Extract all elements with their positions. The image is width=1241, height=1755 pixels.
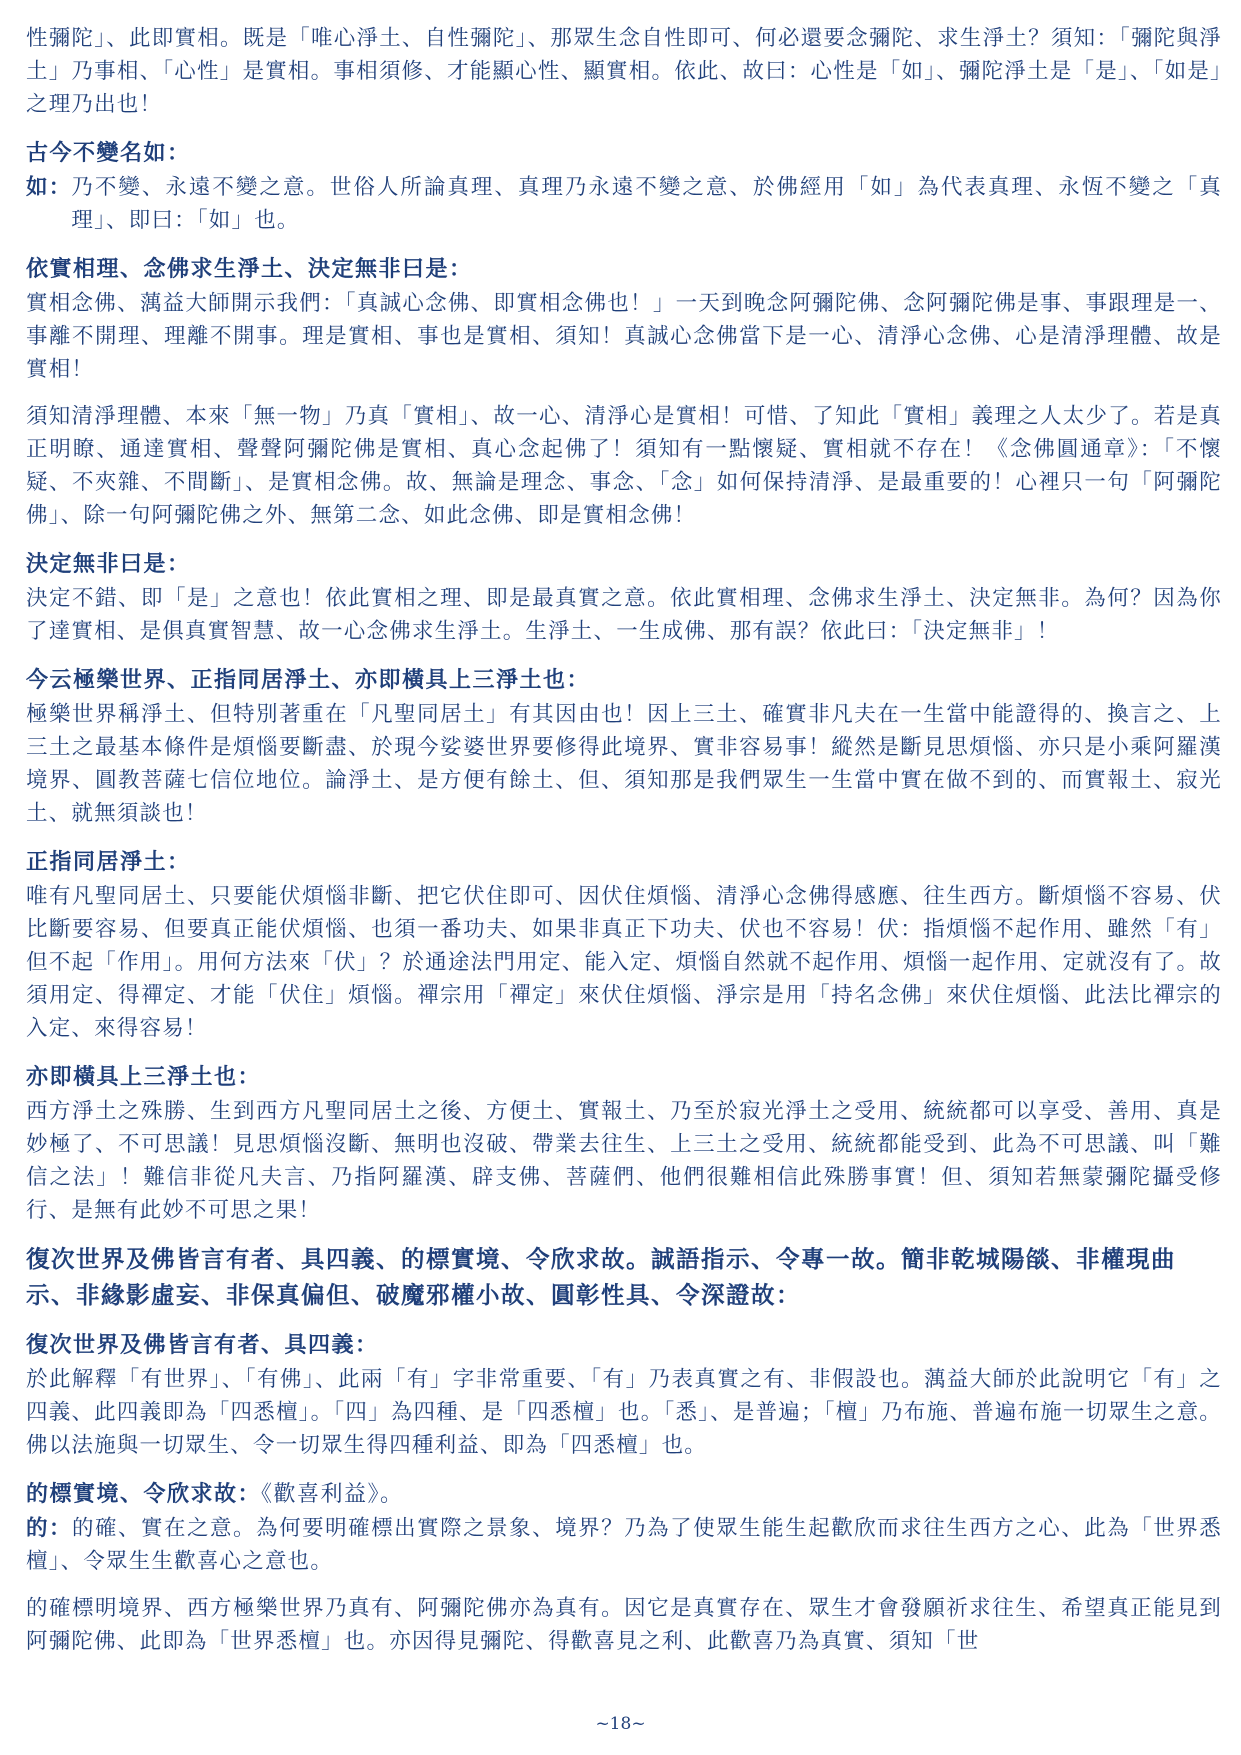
page-number: ~18~ [595, 1714, 646, 1734]
section-heading-tongju: 正指同居淨土： [26, 850, 191, 875]
term-label: 如： [26, 175, 72, 200]
main-heading-four-meanings: 復次世界及佛皆言有者、具四義、的標實境、令欣求故。誠語指示、令專一故。簡非乾城陽燄、非權現曲示、非緣影虛妄、非保真偏但、破魔邪權小故、圓彰性具、令深證故： [26, 1245, 1176, 1309]
section-heading-jueding: 決定無非曰是： [26, 552, 191, 577]
paragraph-jile: 極樂世界稱淨土、但特別著重在「凡聖同居土」有其因由也！因上三土、確實非凡夫在一生當中能證得的、換言之、上三土之最基本條件是煩惱要斷盡、於現今娑婆世界要修得此境界、實非容易事！縱然是斷見思煩惱、亦只是小乘阿羅漢境界、圓教菩薩七信位地位。論淨土、是方便有餘土、但、須知那是我們眾生一生當中實在做不到的、而實報土、寂光土、就無須談也！ [26, 702, 1222, 826]
term-definition-di [26, 1512, 1222, 1578]
section-heading-dibiao [26, 1478, 1222, 1512]
paragraph-shixiang-2: 須知清淨理體、本來「無一物」乃真「實相」、故一心、清淨心是實相！可惜、了知此「實相」義理之人太少了。若是真正明瞭、通達實相、聲聲阿彌陀佛是實相、真心念起佛了！須知有一點懷疑、實相就不存在！《念佛圓通章》：「不懷疑、不夾雜、不間斷」、是實相念佛。故、無論是理念、事念、「念」如何保持清淨、是最重要的！心裡只一句「阿彌陀佛」、除一句阿彌陀佛之外、無第二念、如此念佛、即是實相念佛！ [26, 404, 1222, 528]
paragraph-shixiang-1: 實相念佛、蕅益大師開示我們：「真誠心念佛、即實相念佛也！」一天到晚念阿彌陀佛、念阿彌陀佛是事、事跟理是一、事離不開理、理離不開事。理是實相、事也是實相、須知！真誠心念佛當下是一心、清淨心念佛、心是清淨理體、故是實相！ [26, 291, 1222, 382]
paragraph-tongju: 唯有凡聖同居土、只要能伏煩惱非斷、把它伏住即可、因伏住煩惱、清淨心念佛得感應、往生西方。斷煩惱不容易、伏比斷要容易、但要真正能伏煩惱、也須一番功夫、如果非真正下功夫、伏也不容易！伏：指煩惱不起作用、雖然「有」但不起「作用」。用何方法來「伏」？於通途法門用定、能入定、煩惱自然就不起作用、煩惱一起作用、定就沒有了。故須用定、得禪定、才能「伏住」煩惱。禪宗用「禪定」來伏住煩惱、淨宗是用「持名念佛」來伏住煩惱、此法比禪宗的入定、來得容易！ [26, 884, 1222, 1041]
term-body: 的確、實在之意。為何要明確標出實際之景象、境界？乃為了使眾生能生起歡欣而求往生西方之心、此為「世界悉檀」、令眾生生歡喜心之意也。 [26, 1516, 1222, 1574]
heading-bold-part: 的標實境、令欣求故： [26, 1482, 262, 1507]
document-page [26, 22, 1222, 1722]
paragraph-intro: 性彌陀」、此即實相。既是「唯心淨土、自性彌陀」、那眾生念自性即可、何必還要念彌陀、求生淨土？須知：「彌陀與淨土」乃事相、「心性」是實相。事相須修、才能顯心性、顯實相。依此、故曰：心性是「如」、彌陀淨土是「是」、「如是」之理乃出也！ [26, 26, 1222, 117]
paragraph-final: 的確標明境界、西方極樂世界乃真有、阿彌陀佛亦為真有。因它是真實存在、眾生才會發願祈求往生、希望真正能見到阿彌陀佛、此即為「世界悉檀」也。亦因得見彌陀、得歡喜見之利、此歡喜乃為真實、須知「世 [26, 1596, 1222, 1654]
heading-normal-part: 《歡喜利益》。 [261, 1482, 404, 1507]
paragraph-hengju: 西方淨土之殊勝、生到西方凡聖同居土之後、方便土、實報土、乃至於寂光淨土之受用、統統都可以享受、善用、真是妙極了、不可思議！見思煩惱沒斷、無明也沒破、帶業去往生、上三土之受用、統統都能受到、此為不可思議、叫「難信之法」！難信非從凡夫言、乃指阿羅漢、辟支佛、菩薩們、他們很難相信此殊勝事實！但、須知若無蒙彌陀攝受修行、是無有此妙不可思之果！ [26, 1099, 1222, 1223]
section-heading-hengju: 亦即橫具上三淨土也： [26, 1065, 262, 1090]
term-label: 的： [26, 1516, 73, 1541]
section-heading-ru: 古今不變名如： [26, 141, 191, 166]
paragraph-jueding: 決定不錯、即「是」之意也！依此實相之理、即是最真實之意。依此實相理、念佛求生淨土、決定無非。為何？因為你了達實相、是俱真實智慧、故一心念佛求生淨土。生淨土、一生成佛、那有誤？依此曰：「決定無非」！ [26, 586, 1222, 644]
term-body: 乃不變、永遠不變之意。世俗人所論真理、真理乃永遠不變之意、於佛經用「如」為代表真理、永恆不變之「真理」、即曰：「如」也。 [71, 175, 1222, 233]
section-heading-shixiang: 依實相理、念佛求生淨土、決定無非曰是： [26, 257, 473, 282]
section-heading-four-meanings: 復次世界及佛皆言有者、具四義： [26, 1333, 379, 1358]
term-definition-ru [26, 171, 1222, 237]
paragraph-four-meanings: 於此解釋「有世界」、「有佛」、此兩「有」字非常重要、「有」乃表真實之有、非假設也。蕅益大師於此說明它「有」之四義、此四義即為「四悉檀」。「四」為四種、是「四悉檀」也。「悉」、是普遍；「檀」乃布施、普遍布施一切眾生之意。佛以法施與一切眾生、令一切眾生得四種利益、即為「四悉檀」也。 [26, 1367, 1222, 1458]
section-heading-jile: 今云極樂世界、正指同居淨土、亦即橫具上三淨土也： [26, 668, 591, 693]
